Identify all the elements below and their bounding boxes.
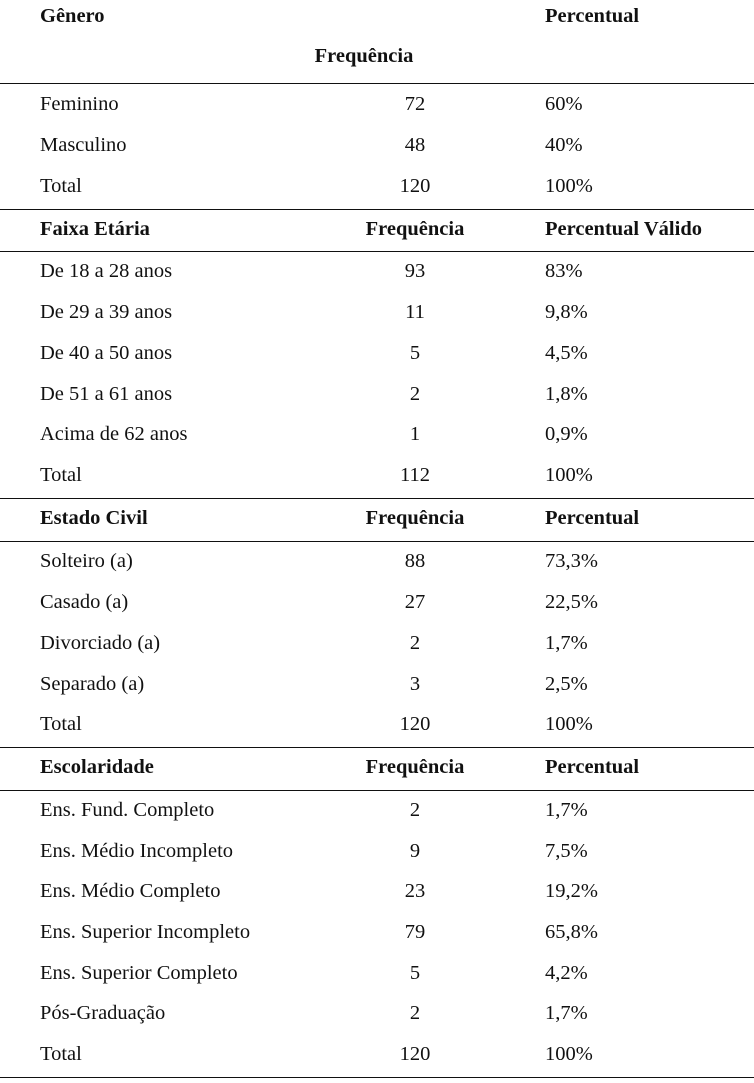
cell-category: Ens. Médio Completo	[40, 880, 221, 902]
table-row	[0, 790, 754, 830]
cell-category: De 18 a 28 anos	[40, 260, 173, 282]
cell-frequencia: 5	[409, 962, 421, 984]
header-frequencia: Frequência	[365, 218, 465, 240]
table-row	[0, 1034, 754, 1074]
table-row	[0, 704, 754, 744]
cell-percentual: 60%	[545, 93, 583, 115]
cell-percentual: 1,7%	[545, 799, 588, 821]
cell-percentual: 100%	[545, 464, 593, 486]
cell-frequencia: 23	[404, 880, 426, 902]
cell-percentual: 83%	[545, 260, 583, 282]
cell-category: Casado (a)	[40, 591, 129, 613]
cell-category: Total	[40, 1043, 82, 1065]
cell-frequencia: 48	[404, 134, 426, 156]
header-category: Escolaridade	[40, 756, 154, 778]
cell-category: Separado (a)	[40, 673, 145, 695]
header-frequencia: Frequência	[314, 45, 414, 67]
cell-percentual: 7,5%	[545, 840, 588, 862]
cell-category: Ens. Superior Completo	[40, 962, 238, 984]
table-row	[0, 414, 754, 454]
table-row	[0, 831, 754, 871]
header-category: Estado Civil	[40, 507, 148, 529]
cell-category: Acima de 62 anos	[40, 423, 188, 445]
header-percentual: Percentual	[545, 756, 640, 778]
cell-frequencia: 1	[409, 423, 421, 445]
cell-percentual: 4,5%	[545, 342, 588, 364]
cell-frequencia: 9	[409, 840, 421, 862]
cell-frequencia: 11	[405, 301, 425, 323]
cell-percentual: 9,8%	[545, 301, 588, 323]
cell-frequencia: 27	[404, 591, 426, 613]
cell-frequencia: 3	[409, 673, 421, 695]
cell-percentual: 65,8%	[545, 921, 598, 943]
cell-category: Total	[40, 464, 82, 486]
table-row	[0, 871, 754, 911]
cell-frequencia: 120	[399, 713, 431, 735]
cell-frequencia: 72	[404, 93, 426, 115]
cell-percentual: 1,8%	[545, 383, 588, 405]
header-category: Gênero	[40, 5, 105, 27]
cell-frequencia: 88	[404, 550, 426, 572]
cell-percentual: 1,7%	[545, 632, 588, 654]
table-row	[0, 292, 754, 332]
cell-category: De 51 a 61 anos	[40, 383, 173, 405]
table-row	[0, 993, 754, 1033]
cell-percentual: 0,9%	[545, 423, 588, 445]
section-header-escolaridade	[0, 747, 754, 787]
section-header-genero-line2	[0, 36, 754, 76]
header-category: Faixa Etária	[40, 218, 150, 240]
cell-frequencia: 93	[404, 260, 426, 282]
cell-percentual: 100%	[545, 1043, 593, 1065]
table-row	[0, 251, 754, 291]
cell-frequencia: 120	[399, 1043, 431, 1065]
table-row	[0, 166, 754, 206]
table-row	[0, 125, 754, 165]
cell-percentual: 73,3%	[545, 550, 598, 572]
section-header-genero	[0, 0, 754, 36]
table-bottom-rule	[0, 1077, 754, 1078]
cell-category: Solteiro (a)	[40, 550, 133, 572]
header-frequencia: Frequência	[365, 507, 465, 529]
section-header-estado-civil	[0, 498, 754, 538]
cell-category: Feminino	[40, 93, 119, 115]
cell-percentual: 40%	[545, 134, 583, 156]
table-row	[0, 664, 754, 704]
table-row	[0, 84, 754, 124]
cell-percentual: 100%	[545, 713, 593, 735]
cell-frequencia: 2	[409, 632, 421, 654]
header-percentual: Percentual	[545, 507, 640, 529]
header-percentual: Percentual	[545, 5, 640, 27]
table-row	[0, 582, 754, 622]
cell-category: Total	[40, 175, 82, 197]
cell-frequencia: 2	[409, 383, 421, 405]
cell-percentual: 1,7%	[545, 1002, 588, 1024]
cell-frequencia: 2	[409, 799, 421, 821]
cell-category: De 40 a 50 anos	[40, 342, 173, 364]
cell-category: Divorciado (a)	[40, 632, 161, 654]
table-row	[0, 953, 754, 993]
cell-category: Ens. Médio Incompleto	[40, 840, 234, 862]
header-frequencia: Frequência	[365, 756, 465, 778]
table-row	[0, 455, 754, 495]
cell-frequencia: 79	[404, 921, 426, 943]
cell-frequencia: 2	[409, 1002, 421, 1024]
cell-category: Masculino	[40, 134, 127, 156]
cell-frequencia: 120	[399, 175, 431, 197]
cell-percentual: 100%	[545, 175, 593, 197]
cell-category: Ens. Fund. Completo	[40, 799, 215, 821]
cell-category: Total	[40, 713, 82, 735]
cell-frequencia: 112	[400, 464, 430, 486]
cell-category: De 29 a 39 anos	[40, 301, 173, 323]
cell-percentual: 4,2%	[545, 962, 588, 984]
cell-frequencia: 5	[409, 342, 421, 364]
section-header-faixa-etaria	[0, 209, 754, 249]
table-row	[0, 333, 754, 373]
table-row	[0, 912, 754, 952]
cell-percentual: 22,5%	[545, 591, 598, 613]
table-row	[0, 541, 754, 581]
header-percentual: Percentual Válido	[545, 218, 702, 240]
cell-percentual: 19,2%	[545, 880, 598, 902]
table-row	[0, 623, 754, 663]
cell-percentual: 2,5%	[545, 673, 588, 695]
cell-category: Ens. Superior Incompleto	[40, 921, 251, 943]
cell-category: Pós-Graduação	[40, 1002, 166, 1024]
table-row	[0, 374, 754, 414]
